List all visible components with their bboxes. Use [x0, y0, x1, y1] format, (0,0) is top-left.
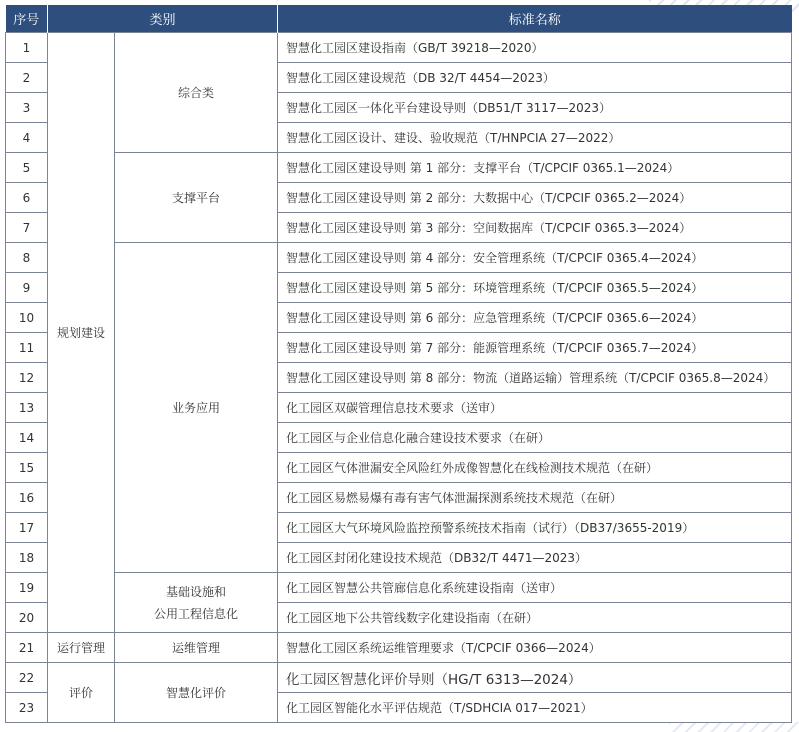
group-eval: 评价 — [48, 663, 115, 723]
standard-name: 智慧化工园区建设规范（DB 32/T 4454—2023） — [278, 63, 792, 93]
standard-name: 化工园区智慧化评价导则（HG/T 6313—2024） — [278, 663, 792, 693]
standard-name: 智慧化工园区设计、建设、验收规范（T/HNPCIA 27—2022） — [278, 123, 792, 153]
subgroup-maint: 运维管理 — [115, 633, 278, 663]
standard-name: 智慧化工园区建设导则 第 1 部分：支撑平台（T/CPCIF 0365.1—2024） — [278, 153, 792, 183]
row-no: 3 — [6, 93, 48, 123]
subgroup-infra-line1: 基础设施和 — [166, 584, 227, 599]
group-plan: 规划建设 — [48, 33, 115, 633]
row-no: 10 — [6, 303, 48, 333]
standard-name: 智慧化工园区一体化平台建设导则（DB51/T 3117—2023） — [278, 93, 792, 123]
table-row — [6, 573, 792, 603]
standards-table — [5, 5, 792, 723]
standard-name: 智慧化工园区建设导则 第 7 部分：能源管理系统（T/CPCIF 0365.7—2024） — [278, 333, 792, 363]
standard-name: 化工园区智能化水平评估规范（T/SDHCIA 017—2021） — [278, 693, 792, 723]
row-no: 9 — [6, 273, 48, 303]
table-row — [6, 243, 792, 273]
row-no: 13 — [6, 393, 48, 423]
row-no: 14 — [6, 423, 48, 453]
decorative-stripes-bottom — [669, 722, 799, 732]
table-row — [6, 33, 792, 63]
standard-name: 智慧化工园区系统运维管理要求（T/CPCIF 0366—2024） — [278, 633, 792, 663]
group-ops: 运行管理 — [48, 633, 115, 663]
standard-name: 化工园区封闭化建设技术规范（DB32/T 4471—2023） — [278, 543, 792, 573]
row-no: 17 — [6, 513, 48, 543]
row-no: 23 — [6, 693, 48, 723]
row-no: 5 — [6, 153, 48, 183]
standard-name: 化工园区地下公共管线数字化建设指南（在研） — [278, 603, 792, 633]
row-no: 21 — [6, 633, 48, 663]
table-header-row — [6, 5, 792, 33]
header-no: 序号 — [6, 5, 48, 33]
row-no: 12 — [6, 363, 48, 393]
table-row — [6, 663, 792, 693]
standard-name: 化工园区大气环境风险监控预警系统技术指南（试行）（DB37/3655-2019） — [278, 513, 792, 543]
standard-name: 化工园区易燃易爆有毒有害气体泄漏探测系统技术规范（在研） — [278, 483, 792, 513]
table-row — [6, 633, 792, 663]
table-row — [6, 153, 792, 183]
row-no: 20 — [6, 603, 48, 633]
standard-name: 化工园区气体泄漏安全风险红外成像智慧化在线检测技术规范（在研） — [278, 453, 792, 483]
row-no: 11 — [6, 333, 48, 363]
standard-name: 智慧化工园区建设导则 第 5 部分：环境管理系统（T/CPCIF 0365.5—2024） — [278, 273, 792, 303]
subgroup-general: 综合类 — [115, 33, 278, 153]
standard-name: 智慧化工园区建设导则 第 3 部分：空间数据库（T/CPCIF 0365.3—2024） — [278, 213, 792, 243]
subgroup-smart-eval: 智慧化评价 — [115, 663, 278, 723]
subgroup-infra — [115, 573, 278, 633]
subgroup-business: 业务应用 — [115, 243, 278, 573]
standard-name: 智慧化工园区建设导则 第 4 部分：安全管理系统（T/CPCIF 0365.4—2024） — [278, 243, 792, 273]
row-no: 2 — [6, 63, 48, 93]
standard-name: 化工园区双碳管理信息技术要求（送审） — [278, 393, 792, 423]
header-category: 类别 — [48, 5, 278, 33]
row-no: 4 — [6, 123, 48, 153]
subgroup-platform: 支撑平台 — [115, 153, 278, 243]
row-no: 15 — [6, 453, 48, 483]
header-name: 标准名称 — [278, 5, 792, 33]
row-no: 8 — [6, 243, 48, 273]
row-no: 19 — [6, 573, 48, 603]
row-no: 1 — [6, 33, 48, 63]
standard-name: 智慧化工园区建设导则 第 8 部分：物流（道路运输）管理系统（T/CPCIF 0365.8—2024） — [278, 363, 792, 393]
row-no: 16 — [6, 483, 48, 513]
standard-name: 智慧化工园区建设指南（GB/T 39218—2020） — [278, 33, 792, 63]
standard-name: 智慧化工园区建设导则 第 6 部分：应急管理系统（T/CPCIF 0365.6—2024） — [278, 303, 792, 333]
standard-name: 化工园区智慧公共管廊信息化系统建设指南（送审） — [278, 573, 792, 603]
row-no: 22 — [6, 663, 48, 693]
standard-name: 化工园区与企业信息化融合建设技术要求（在研） — [278, 423, 792, 453]
row-no: 7 — [6, 213, 48, 243]
row-no: 18 — [6, 543, 48, 573]
row-no: 6 — [6, 183, 48, 213]
standard-name: 智慧化工园区建设导则 第 2 部分：大数据中心（T/CPCIF 0365.2—2024） — [278, 183, 792, 213]
subgroup-infra-line2: 公用工程信息化 — [154, 606, 239, 621]
